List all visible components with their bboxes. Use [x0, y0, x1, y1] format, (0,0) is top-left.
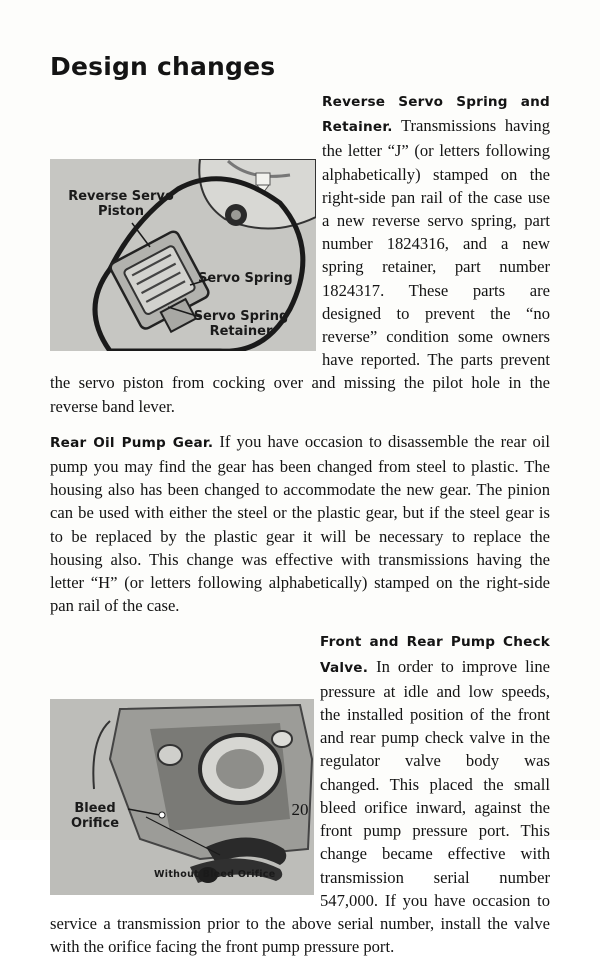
section-reverse-servo: [50, 89, 550, 418]
label-reverse-servo-piston: Reverse Servo Piston: [68, 189, 174, 219]
valve-body-photo: [50, 699, 314, 895]
paragraph-reverse-servo-body: [50, 89, 550, 418]
section-check-valve: [50, 629, 550, 958]
figure-reverse-servo: [50, 159, 316, 351]
heading-check-valve: Front and Rear Pump Check Valve.: [320, 634, 550, 676]
heading-rear-oil-pump-gear: Rear Oil Pump Gear.: [50, 434, 214, 451]
label-bleed-orifice: Bleed Orifice: [70, 801, 120, 832]
heading-reverse-servo-spring: Reverse Servo Spring and Retainer.: [322, 94, 550, 136]
paragraph-check-valve: [50, 629, 550, 958]
page-title-heading: Design changes: [50, 52, 276, 81]
rear-oil-pump-text: If you have occasion to disassemble the rear oil pump you may find the gear has been changed from steel to plastic. The housing also has been changed to accommodate the new gear. The pinion can be used with either the steel or the plastic gear, but if the steel gear is to be replaced by the plastic gear it will be necessary to replace the housing also. This change was effective with transmissions having the letter “H” (or letters following alphabetically) stamped on the right-side pan rail of the case.: [50, 431, 551, 616]
page-number: 20: [291, 800, 309, 819]
check-valve-text: In order to improve line pressure at idle and low speeds, the installed position of the front and rear pump check valve in the regulator valve body was changed. This placed the small bleed orifice inward, against the front pump pressure port. This change became effective with transmission serial number 547,000. If you have occasion to service a transmission prior to the above serial number, install the valve with the orifice facing the front pump pressure port.: [50, 656, 550, 957]
label-servo-spring-retainer: Servo Spring Retainer: [193, 309, 289, 339]
label-servo-spring: Servo Spring: [198, 271, 293, 286]
section-rear-oil-pump: [50, 430, 550, 618]
paragraph-rear-oil-pump: [50, 430, 550, 618]
page-content-flow: [50, 52, 550, 958]
figure-check-valve: [50, 699, 314, 895]
reverse-servo-text: Transmissions having the letter “J” (or letters following alphabetically) stamped on the right-side pan rail of the case use a new reverse servo spring, part number 1824316, and a new spring retainer, part number 1824317. These parts are designed to prevent the “no reverse” condition some owners have reported. The parts prevent the servo piston from cocking over and missing the pilot hole in the reverse band lever.: [50, 116, 550, 416]
label-without-bleed-orifice: Without Bleed Orifice: [154, 869, 276, 881]
